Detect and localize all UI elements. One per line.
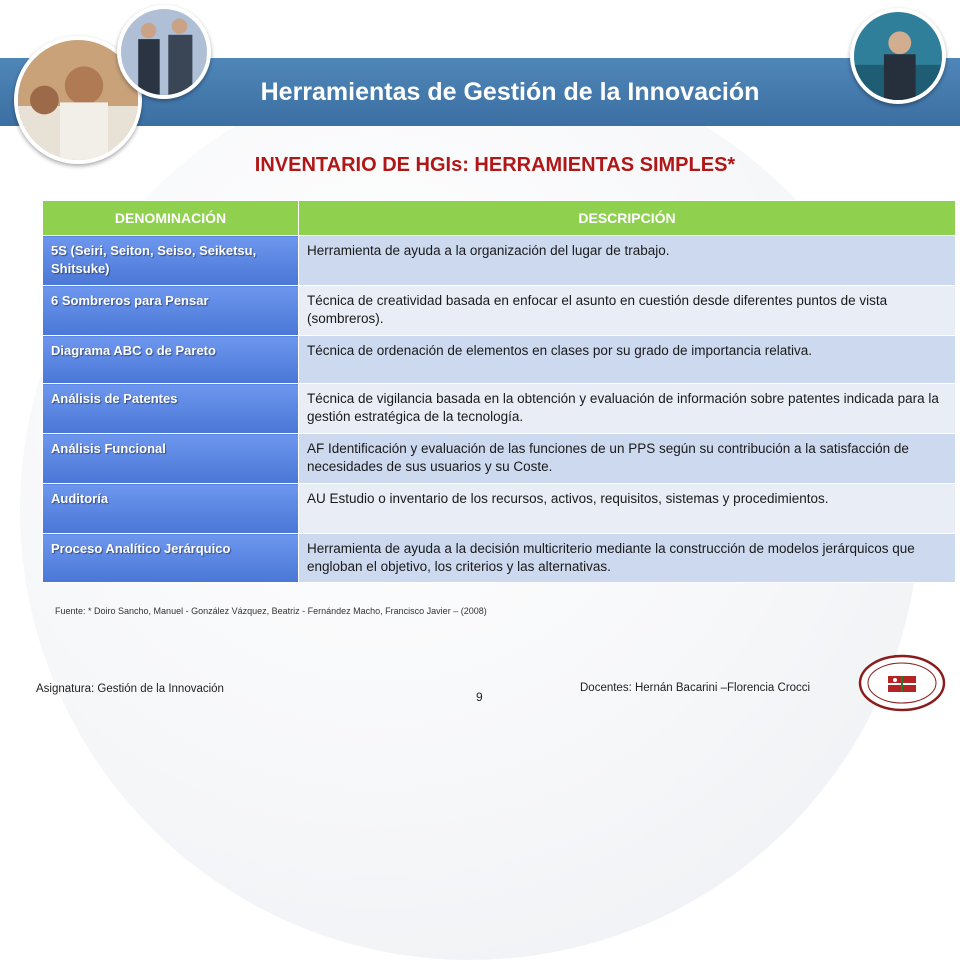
tool-name: 6 Sombreros para Pensar bbox=[43, 286, 299, 336]
table-header-row bbox=[43, 201, 956, 236]
header-title: Herramientas de Gestión de la Innovación bbox=[260, 78, 760, 106]
university-seal-icon bbox=[858, 654, 946, 712]
tool-description: Técnica de ordenación de elementos en clases por su grado de importancia relativa. bbox=[299, 336, 956, 384]
table-row bbox=[43, 336, 956, 384]
table-row bbox=[43, 286, 956, 336]
tool-description: Técnica de vigilancia basada en la obtención y evaluación de información sobre patentes indicada para la gestión estratégica de la tecnología. bbox=[299, 384, 956, 434]
table-row bbox=[43, 434, 956, 484]
table-row bbox=[43, 484, 956, 534]
slide-subtitle: INVENTARIO DE HGIs: HERRAMIENTAS SIMPLES* bbox=[254, 154, 736, 176]
tool-description: Herramienta de ayuda a la decisión multicriterio mediante la construcción de modelos jerárquicos que engloban el objetivo, los criterios y las alternativas. bbox=[299, 534, 956, 583]
businessman-photo bbox=[850, 8, 946, 104]
handshake-photo bbox=[117, 5, 211, 99]
page-number: 9 bbox=[476, 690, 483, 704]
tool-name: Proceso Analítico Jerárquico bbox=[43, 534, 299, 583]
column-header-name: DENOMINACIÓN bbox=[43, 201, 299, 236]
tool-name: Análisis Funcional bbox=[43, 434, 299, 484]
source-citation: Fuente: * Doiro Sancho, Manuel - González Vázquez, Beatriz - Fernández Macho, Francisco Javier – (2008) bbox=[55, 606, 487, 616]
tool-description: AF Identificación y evaluación de las funciones de un PPS según su contribución a la satisfacción de necesidades de sus usuarios y su Coste. bbox=[299, 434, 956, 484]
column-header-description: DESCRIPCIÓN bbox=[299, 201, 956, 236]
course-label: Asignatura: Gestión de la Innovación bbox=[36, 683, 224, 695]
table-row bbox=[43, 236, 956, 286]
tool-description: Herramienta de ayuda a la organización del lugar de trabajo. bbox=[299, 236, 956, 286]
tool-name: 5S (Seiri, Seiton, Seiso, Seiketsu, Shitsuke) bbox=[43, 236, 299, 286]
teachers-label: Docentes: Hernán Bacarini –Florencia Crocci bbox=[580, 682, 811, 694]
tool-name: Análisis de Patentes bbox=[43, 384, 299, 434]
tools-table bbox=[42, 200, 956, 583]
tool-name: Auditoría bbox=[43, 484, 299, 534]
tool-description: AU Estudio o inventario de los recursos, activos, requisitos, sistemas y procedimientos. bbox=[299, 484, 956, 534]
tool-description: Técnica de creatividad basada en enfocar el asunto en cuestión desde diferentes puntos de vista (sombreros). bbox=[299, 286, 956, 336]
table-row bbox=[43, 534, 956, 583]
table-row bbox=[43, 384, 956, 434]
tool-name: Diagrama ABC o de Pareto bbox=[43, 336, 299, 384]
